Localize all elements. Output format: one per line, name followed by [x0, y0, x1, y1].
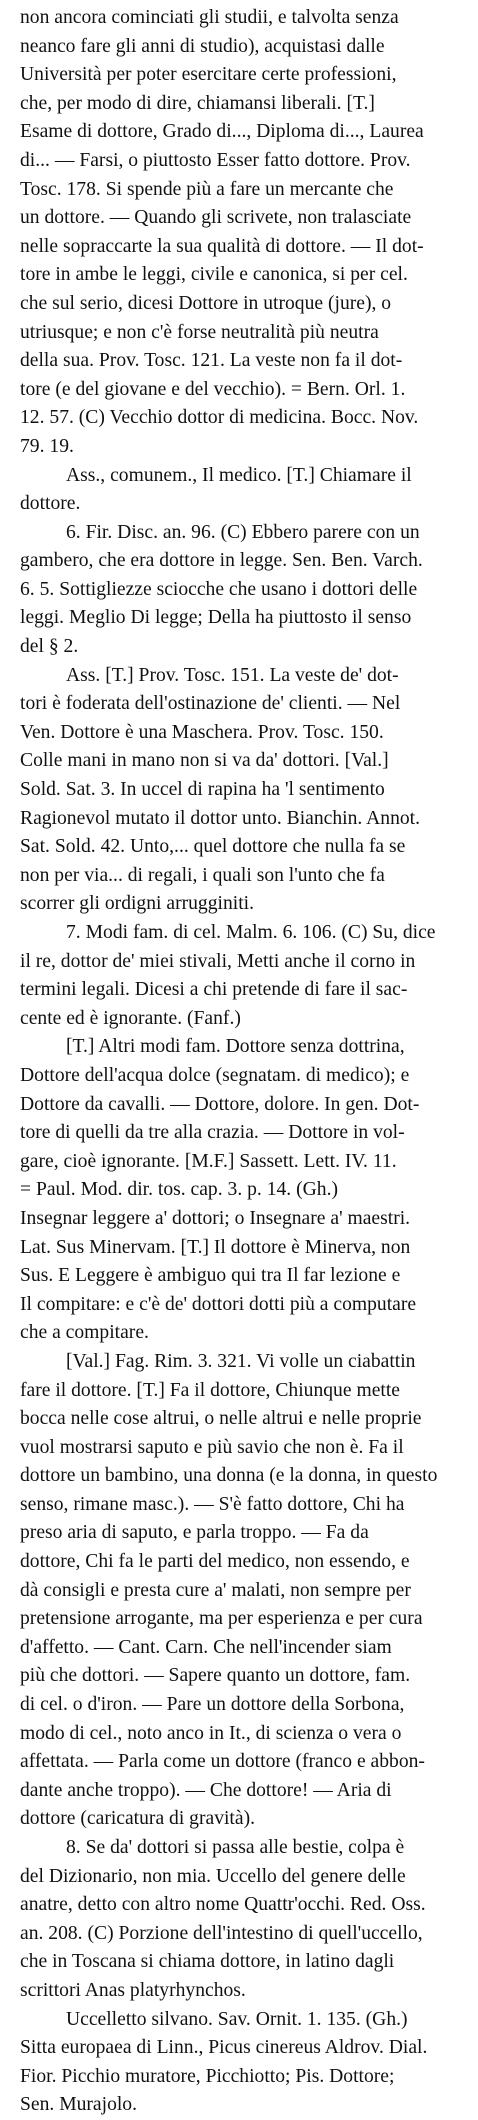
- text-line: di... — Farsi, o piuttosto Esser fatto dottore. Prov.: [20, 149, 411, 171]
- text-line: un dottore. — Quando gli scrivete, non tralasciate: [20, 207, 412, 229]
- text-line: del Dizionario, non mia. Uccello del genere delle: [20, 1865, 406, 1887]
- text-line: Università per poter esercitare certe professioni,: [20, 64, 397, 86]
- text-line: Sen. Murajolo.: [20, 2094, 138, 2116]
- text-line: neanco fare gli anni di studio), acquistasi dalle: [20, 35, 385, 57]
- text-line: modo di cel., noto anco in It., di scienza o vera o: [20, 1722, 402, 1744]
- text-line: termini legali. Dicesi a chi pretende di fare il sac-: [20, 979, 408, 1001]
- text-line: Sitta europaea di Linn., Picus cinereus Aldrov. Dial.: [20, 2037, 428, 2059]
- text-line: Colle mani in mano non si va da' dottori. [Val.]: [20, 750, 389, 772]
- text-line: 79. 19.: [20, 435, 74, 457]
- text-line: = Paul. Mod. dir. tos. cap. 3. p. 14. (Gh.): [20, 1179, 338, 1201]
- section-7-line: 7. Modi fam. di cel. Malm. 6. 106. (C) Su, dice: [66, 922, 436, 943]
- text-line: [T.] Altri modi fam. Dottore senza dottrina,: [66, 1036, 405, 1058]
- text-line: dottore un bambino, una donna (e la donna, in questo: [20, 1465, 438, 1487]
- text-line: Insegnar leggere a' dottori; o Insegnare a' maestri.: [20, 1207, 411, 1229]
- text-line: nelle sopraccarte la sua qualità di dottore. — Il dot-: [20, 235, 424, 257]
- text-line: d'affetto. — Cant. Carn. Che nell'incender siam: [20, 1636, 392, 1658]
- text-line: affettata. — Parla come un dottore (franco e abbon-: [20, 1751, 425, 1773]
- text-line: Lat. Sus Minervam. [T.] Il dottore è Minerva, non: [20, 1236, 411, 1258]
- text-line: Ass., comunem., Il medico. [T.] Chiamare il: [66, 464, 412, 486]
- text-line: 6. 5. Sottigliezze sciocche che usano i dottori delle: [20, 578, 418, 600]
- text-line: Il compitare: e c'è de' dottori dotti più a computare: [20, 1293, 417, 1315]
- text-line: tore di quelli da tre alla crazia. — Dottore in vol-: [20, 1122, 405, 1144]
- text-line: tore in ambe le leggi, civile e canonica, si per cel.: [20, 264, 408, 286]
- text-line: gare, cioè ignorante. [M.F.] Sassett. Lett. IV. 11.: [20, 1150, 397, 1172]
- text-line: di cel. o d'iron. — Pare un dottore della Sorbona,: [20, 1694, 405, 1716]
- text-line: il re, dottor de' miei stivali, Metti anche il corno in: [20, 950, 416, 972]
- text-line: leggi. Meglio Di legge; Della ha piuttosto il senso: [20, 607, 412, 629]
- section-6-line: 6. Fir. Disc. an. 96. (C) Ebbero parere con un: [66, 521, 420, 543]
- text-line: tore (e del giovane e del vecchio). = Bern. Orl. 1.: [20, 378, 406, 400]
- text-line: Ven. Dottore è una Maschera. Prov. Tosc. 150.: [20, 721, 384, 743]
- text-line: Sat. Sold. 42. Unto,... quel dottore che nulla fa se: [20, 836, 406, 858]
- text-line: cente ed è ignorante. (Fanf.): [20, 1007, 241, 1029]
- text-line: tori è foderata dell'ostinazione de' clienti. — Nel: [20, 693, 401, 715]
- text-line: che, per modo di dire, chiamansi liberali. [T.]: [20, 92, 375, 114]
- text-line: [Val.] Fag. Rim. 3. 321. Vi volle un ciabattin: [66, 1350, 416, 1372]
- text-line: che in Toscana si chiama dottore, in latino dagli: [20, 1951, 395, 1973]
- text-line: non ancora cominciati gli studii, e talvolta senza: [20, 7, 399, 28]
- text-line: utriusque; e non c'è forse neutralità più neutra: [20, 321, 379, 343]
- text-line: scrittori Anas platyrhynchos.: [20, 1979, 246, 2001]
- text-line: senso, rimane masc.). — S'è fatto dottore, Chi ha: [20, 1493, 405, 1515]
- text-line: dottore.: [20, 493, 81, 515]
- text-line: Sus. E Leggere è ambiguo qui tra Il far lezione e: [20, 1265, 401, 1287]
- text-line: che a compitare.: [20, 1322, 149, 1344]
- text-line: Dottore da cavalli. — Dottore, dolore. In gen. Dot-: [20, 1093, 420, 1115]
- text-line: dottore (caricatura di gravità).: [20, 1808, 256, 1830]
- text-line: scorrer gli ordigni arrugginiti.: [20, 893, 254, 915]
- text-line: dà consigli e presta cure a' malati, non sempre per: [20, 1579, 411, 1601]
- text-line: Uccelletto silvano. Sav. Ornit. 1. 135. (Gh.): [66, 2008, 408, 2030]
- text-line: gambero, che era dottore in legge. Sen. Ben. Varch.: [20, 550, 423, 572]
- text-line: Dottore dell'acqua dolce (segnatam. di medico); e: [20, 1064, 410, 1086]
- text-line: Ragionevol mutato il dottor unto. Bianchin. Annot.: [20, 807, 421, 829]
- text-line: che sul serio, dicesi Dottore in utroque (jure), o: [20, 292, 392, 314]
- text-line: dottore, Chi fa le parti del medico, non essendo, e: [20, 1551, 410, 1573]
- text-line: pretensione arrogante, ma per esperienza e per cura: [20, 1608, 423, 1630]
- text-line: an. 208. (C) Porzione dell'intestino di quell'uccello,: [20, 1922, 423, 1944]
- text-line: vuol mostrarsi saputo e più savio che non è. Fa il: [20, 1436, 404, 1458]
- text-line: della sua. Prov. Tosc. 121. La veste non fa il dot-: [20, 350, 403, 372]
- text-line: preso aria di saputo, e parla troppo. — Fa da: [20, 1522, 369, 1544]
- text-line: Tosc. 178. Si spende più a fare un mercante che: [20, 178, 394, 200]
- text-line: dante anche troppo). — Che dottore! — Aria di: [20, 1779, 392, 1801]
- text-line: Fior. Picchio muratore, Picchiotto; Pis. Dottore;: [20, 2065, 395, 2087]
- text-line: 12. 57. (C) Vecchio dottor di medicina. Bocc. Nov.: [20, 407, 419, 429]
- text-line: Sold. Sat. 3. In uccel di rapina ha 'l sentimento: [20, 779, 385, 801]
- dictionary-entry-column: [20, 4, 472, 2120]
- text-line: Ass. [T.] Prov. Tosc. 151. La veste de' dot-: [66, 664, 399, 686]
- text-line: del § 2.: [20, 636, 79, 658]
- text-line: Esame di dottore, Grado di..., Diploma di..., Laurea: [20, 121, 424, 143]
- section-8-line: 8. Se da' dottori si passa alle bestie, colpa è: [66, 1837, 405, 1858]
- text-line: fare il dottore. [T.] Fa il dottore, Chiunque mette: [20, 1379, 400, 1401]
- text-line: più che dottori. — Sapere quanto un dottore, fam.: [20, 1665, 411, 1687]
- text-line: anatre, detto con altro nome Quattr'occhi. Red. Oss.: [20, 1894, 426, 1916]
- text-line: non per via... di regali, i quali son l'unto che fa: [20, 864, 385, 886]
- text-line: bocca nelle cose altrui, o nelle altrui e nelle proprie: [20, 1408, 422, 1430]
